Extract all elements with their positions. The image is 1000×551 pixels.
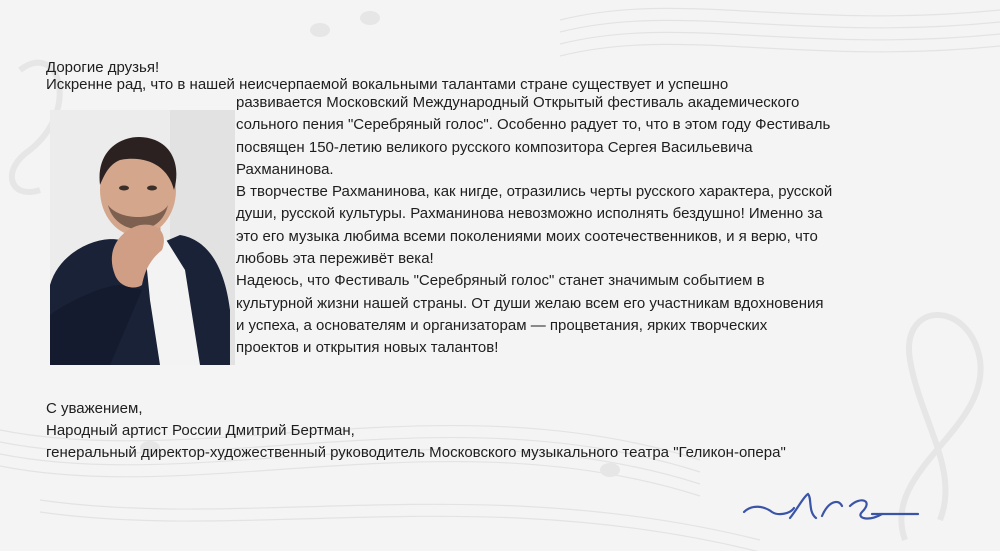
author-photo (50, 110, 235, 365)
body-line: это его музыка любима всеми поколениями моих соотечественников, и я верю, что (236, 227, 818, 245)
body-line: и успеха, а основателям и организаторам — процветания, ярких творческих (236, 316, 768, 334)
body-line: культурной жизни нашей страны. От души желаю всем его участникам вдохновения (236, 294, 824, 312)
body-line: души, русской культуры. Рахманинова невозможно исполнять бездушно! Именно за (236, 205, 823, 223)
body-line: Надеюсь, что Фестиваль "Серебряный голос" станет значимым событием в (236, 272, 765, 290)
signature-icon (742, 488, 922, 528)
closing: С уважением, (46, 400, 143, 417)
body-line: посвящен 150-летию великого русского композитора Сергея Васильевича (236, 138, 753, 156)
signer-title: генеральный директор-художественный руководитель Московского музыкального театра "Геликон-опера" (46, 444, 786, 461)
letter-body (236, 94, 832, 362)
body-line: развивается Московский Международный Открытый фестиваль академического (236, 94, 800, 111)
first-line: Искренне рад, что в нашей неисчерпаемой вокальными талантами стране существует и успешно (46, 76, 729, 93)
body-line: В творчестве Рахманинова, как нигде, отразились черты русского характера, русской (236, 183, 833, 201)
body-line: Рахманинова. (236, 160, 334, 178)
body-line: проектов и открытия новых талантов! (236, 339, 499, 357)
greeting: Дорогие друзья! (46, 59, 160, 76)
body-line: любовь эта переживёт века! (236, 250, 434, 268)
body-line: сольного пения "Серебряный голос". Особенно радует то, что в этом году Фестиваль (236, 116, 831, 134)
signer-name: Народный артист России Дмитрий Бертман, (46, 422, 355, 439)
